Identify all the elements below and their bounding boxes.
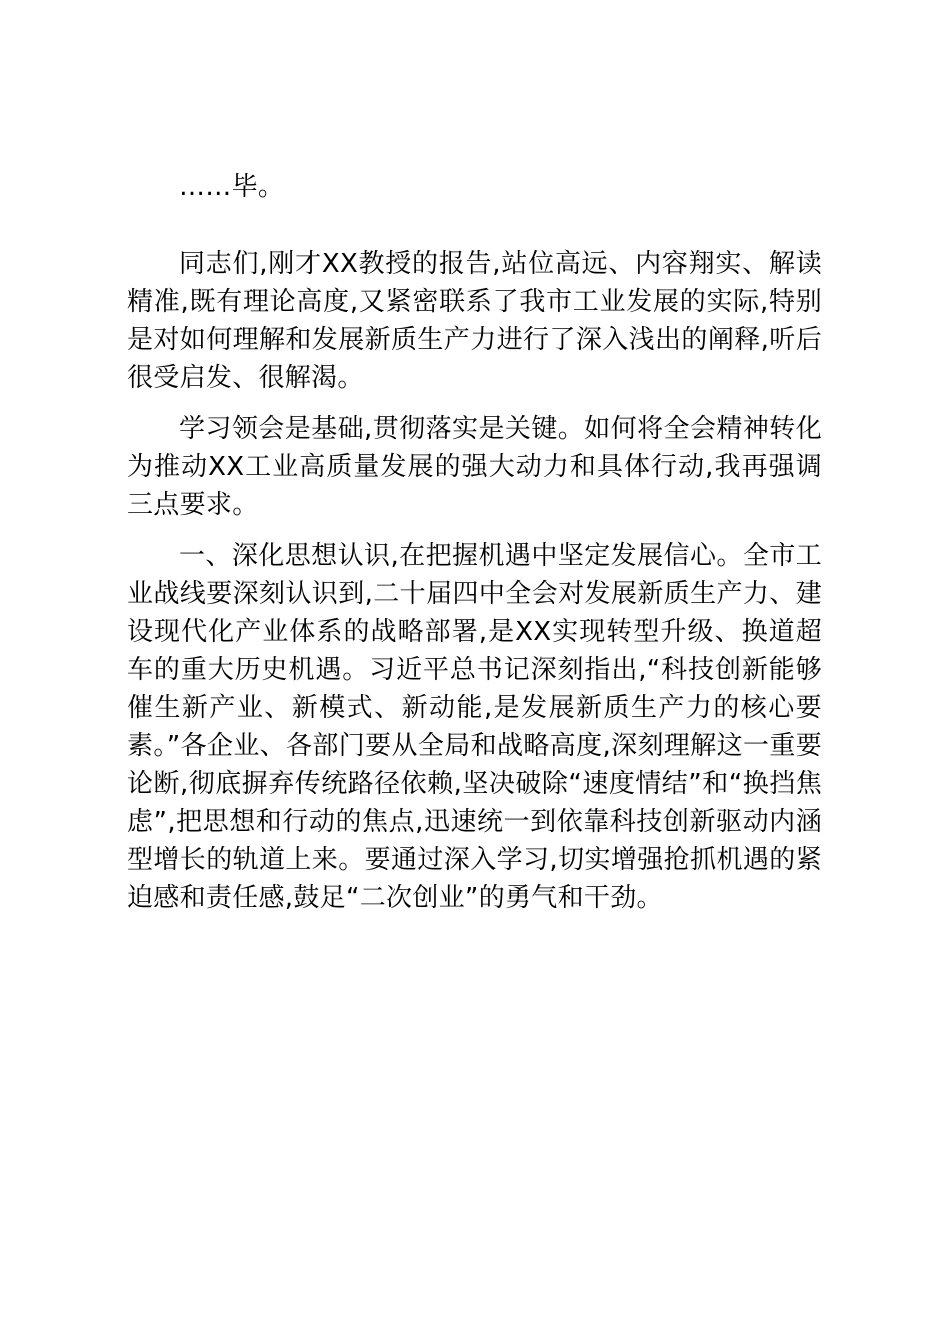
document-body	[127, 168, 822, 930]
requirement-one-paragraph: 一、深化思想认识,在把握机遇中坚定发展信心。全市工业战线要深刻认识到,二十届四中全会对发展新质生产力、建设现代化产业体系的战略部署,是XX实现转型升级、换道超车的重大历史机遇。习近平总书记深刻指出,“科技创新能够催生新产业、新模式、新动能,是发展新质生产力的核心要素。”各企业、各部门要从全局和战略高度,深刻理解这一重要论断,彻底摒弃传统路径依赖,坚决破除“速度情结”和“换挡焦虑”,把思想和行动的焦点,迅速统一到依靠科技创新驱动内涵型增长的轨道上来。要通过深入学习,切实增强抢抓机遇的紧迫感和责任感,鼓足“二次创业”的勇气和干劲。	[127, 541, 822, 913]
closing-paragraph: ……毕。	[179, 172, 285, 202]
requirements-intro-paragraph: 学习领会是基础,贯彻落实是关键。如何将全会精神转化为推动XX工业高质量发展的强大动力和具体行动,我再强调三点要求。	[127, 414, 822, 520]
opening-remarks-paragraph: 同志们,刚才XX教授的报告,站位高远、内容翔实、解读精准,既有理论高度,又紧密联系了我市工业发展的实际,特别是对如何理解和发展新质生产力进行了深入浅出的阐释,听后很受启发、很解渴。	[127, 249, 822, 393]
